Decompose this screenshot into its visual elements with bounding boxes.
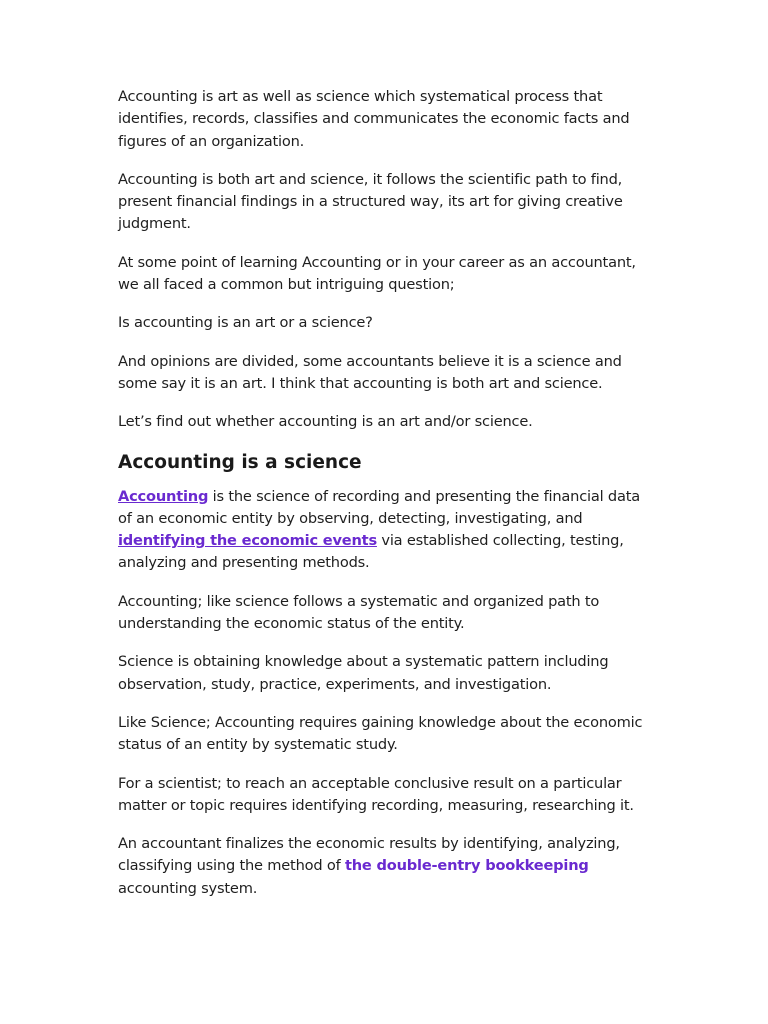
intro-paragraph-5: Let’s find out whether accounting is an art and/or science.: [118, 413, 533, 431]
section-heading: Accounting is a science: [118, 451, 362, 473]
science-definition-paragraph: [118, 486, 658, 575]
science-definition-text-2: via established collecting, testing, analyzing and presenting methods.: [118, 532, 624, 572]
science-definition-text-1: is the science of recording and presenting the financial data of an economic entity by observing, detecting, investigating, and: [118, 487, 641, 527]
document-body: [118, 86, 658, 916]
double-entry-text-1: An accountant finalizes the economic results by identifying, analyzing, classifying using the method of: [118, 835, 620, 875]
science-paragraph-1: Accounting; like science follows a systematic and organized path to understanding the economic status of the entity.: [118, 592, 600, 633]
science-paragraph-3: Like Science; Accounting requires gaining knowledge about the economic status of an entity by systematic study.: [118, 713, 643, 754]
identifying-economic-events-link[interactable]: identifying the economic events: [118, 532, 377, 550]
accounting-link[interactable]: Accounting: [118, 487, 209, 505]
double-entry-paragraph: [118, 833, 658, 900]
intro-paragraph-3: At some point of learning Accounting or in your career as an accountant, we all faced a common but intriguing question;: [118, 253, 636, 294]
intro-paragraph-2: Accounting is both art and science, it follows the scientific path to find, present financial findings in a structured way, its art for giving creative judgment.: [118, 170, 623, 233]
intro-paragraph-1: Accounting is art as well as science which systematical process that identifies, records, classifies and communicates the economic facts and figures of an organization.: [118, 88, 630, 150]
science-paragraph-4: For a scientist; to reach an acceptable conclusive result on a particular matter or topic requires identifying recording, measuring, researching it.: [118, 774, 634, 814]
intro-paragraph-4: And opinions are divided, some accountants believe it is a science and some say it is an art. I think that accounting is both art and science.: [118, 352, 622, 392]
science-paragraph-2: Science is obtaining knowledge about a systematic pattern including observation, study, practice, experiments, and investigation.: [118, 653, 609, 693]
double-entry-bookkeeping-link[interactable]: the double-entry bookkeeping: [344, 857, 589, 875]
intro-question: Is accounting is an art or a science?: [118, 314, 373, 332]
double-entry-text-2: accounting system.: [118, 879, 258, 897]
